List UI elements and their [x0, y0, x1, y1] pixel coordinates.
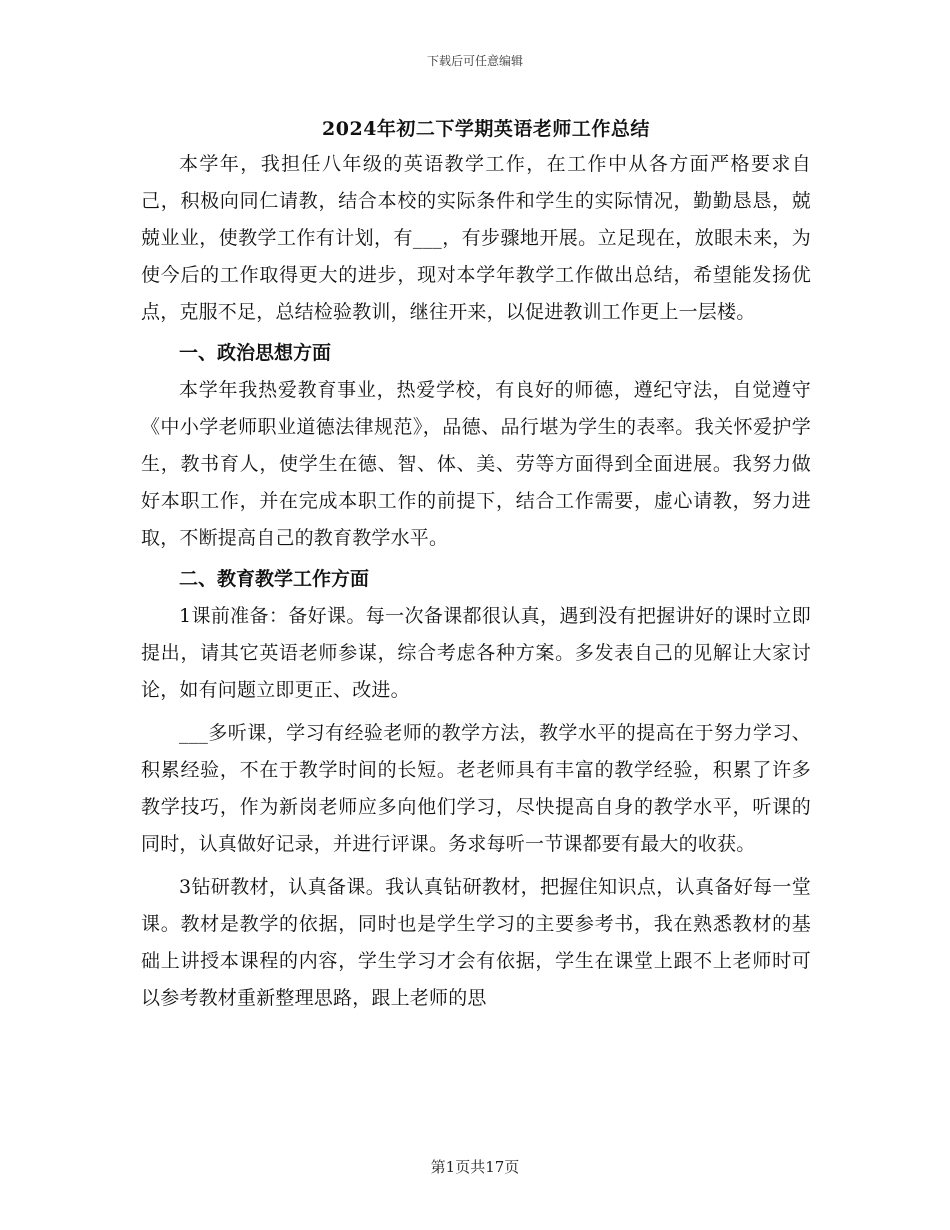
- teaching-item-2: ___多听课，学习有经验老师的教学方法，教学水平的提高在于努力学习、积累经验，不在于教学时间的长短。老老师具有丰富的教学经验，积累了许多教学技巧，作为新岗老师应多向他们学习，尽快提高自身的教学水平，听课的同时，认真做好记录，并进行评课。务求每听一节课都要有最大的收获。: [141, 722, 811, 855]
- section-heading-politics: 一、政治思想方面: [179, 342, 332, 364]
- document-body: [141, 112, 811, 1017]
- document-title: 2024年初二下学期英语老师工作总结: [322, 118, 650, 140]
- teaching-item-3: 3钻研教材，认真备课。我认真钻研教材，把握住知识点，认真备好每一堂课。教材是教学的依据，同时也是学生学习的主要参考书，我在熟悉教材的基础上讲授本课程的内容，学生学习才会有依据，学生在课堂上跟不上老师时可以参考教材重新整理思路，跟上老师的思: [141, 876, 811, 1009]
- section-heading-teaching: 二、教育教学工作方面: [179, 568, 370, 590]
- teaching-item-1: 1课前准备：备好课。每一次备课都很认真，遇到没有把握讲好的课时立即提出，请其它英语老师参谋，综合考虑各种方案。多发表自己的见解让大家讨论，如有问题立即更正、改进。: [141, 605, 811, 701]
- page-header-note: 下载后可任意编辑: [426, 54, 523, 68]
- intro-paragraph: 本学年，我担任八年级的英语教学工作，在工作中从各方面严格要求自己，积极向同仁请教，结合本校的实际条件和学生的实际情况，勤勤恳恳，兢兢业业，使教学工作有计划，有___，有步骤地开展。立足现在，放眼未来，为使今后的工作取得更大的进步，现对本学年教学工作做出总结，希望能发扬优点，克服不足，总结检验教训，继往开来，以促进教训工作更上一层楼。: [141, 153, 811, 323]
- section-paragraph-politics: 本学年我热爱教育事业，热爱学校，有良好的师德，遵纪守法，自觉遵守《中小学老师职业道德法律规范》，品德、品行堪为学生的表率。我关怀爱护学生，教书育人，使学生在德、智、体、美、劳等方面得到全面进展。我努力做好本职工作，并在完成本职工作的前提下，结合工作需要，虚心请教，努力进取，不断提高自己的教育教学水平。: [141, 379, 811, 549]
- page-number-footer: 第1页共17页: [430, 1158, 520, 1176]
